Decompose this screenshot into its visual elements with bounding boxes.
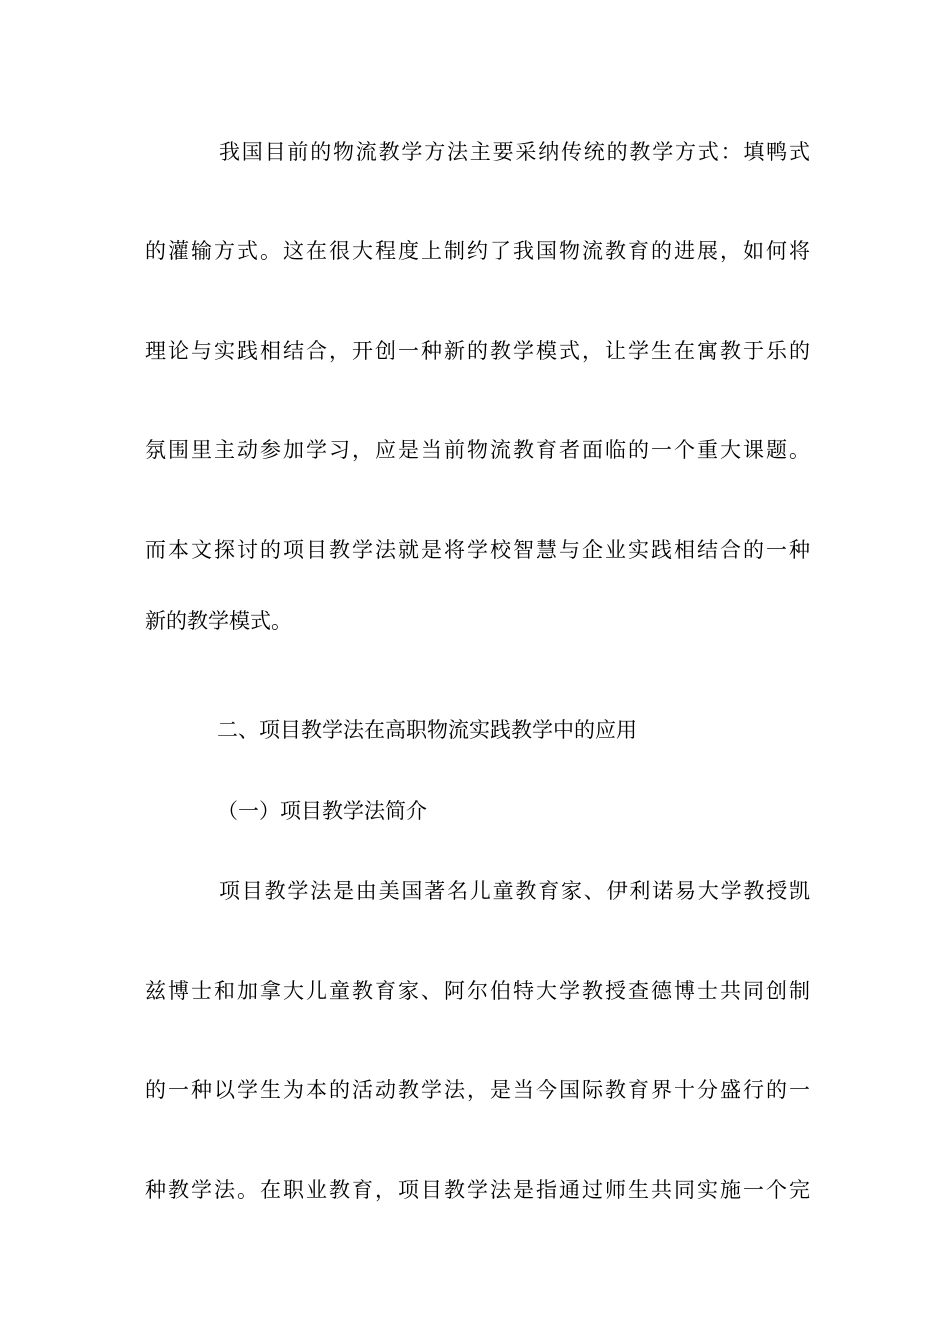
paragraph-1-line-4: 氛围里主动参加学习，应是当前物流教育者面临的一个重大课题。 [145,438,810,462]
section-heading: 二、项目教学法在高职物流实践教学中的应用 [217,718,637,742]
paragraph-1-line-3: 理论与实践相结合，开创一种新的教学模式，让学生在寓教于乐的 [145,339,810,363]
paragraph-1-line-1: 我国目前的物流教学方法主要采纳传统的教学方式：填鸭式 [219,140,810,164]
paragraph-2-line-4: 种教学法。在职业教育，项目教学法是指通过师生共同实施一个完 [145,1178,810,1202]
paragraph-1-line-5: 而本文探讨的项目教学法就是将学校智慧与企业实践相结合的一种 [145,538,810,562]
paragraph-2-line-3: 的一种以学生为本的活动教学法，是当今国际教育界十分盛行的一 [145,1078,810,1102]
paragraph-1-line-2: 的灌输方式。这在很大程度上制约了我国物流教育的进展，如何将 [145,239,810,263]
paragraph-2-line-2: 兹博士和加拿大儿童教育家、阿尔伯特大学教授查德博士共同创制 [145,979,810,1003]
subsection-heading: （一）项目教学法简介 [217,799,427,823]
paragraph-2-line-1: 项目教学法是由美国著名儿童教育家、伊利诺易大学教授凯 [219,879,810,903]
paragraph-1-line-6: 新的教学模式。 [145,609,292,633]
